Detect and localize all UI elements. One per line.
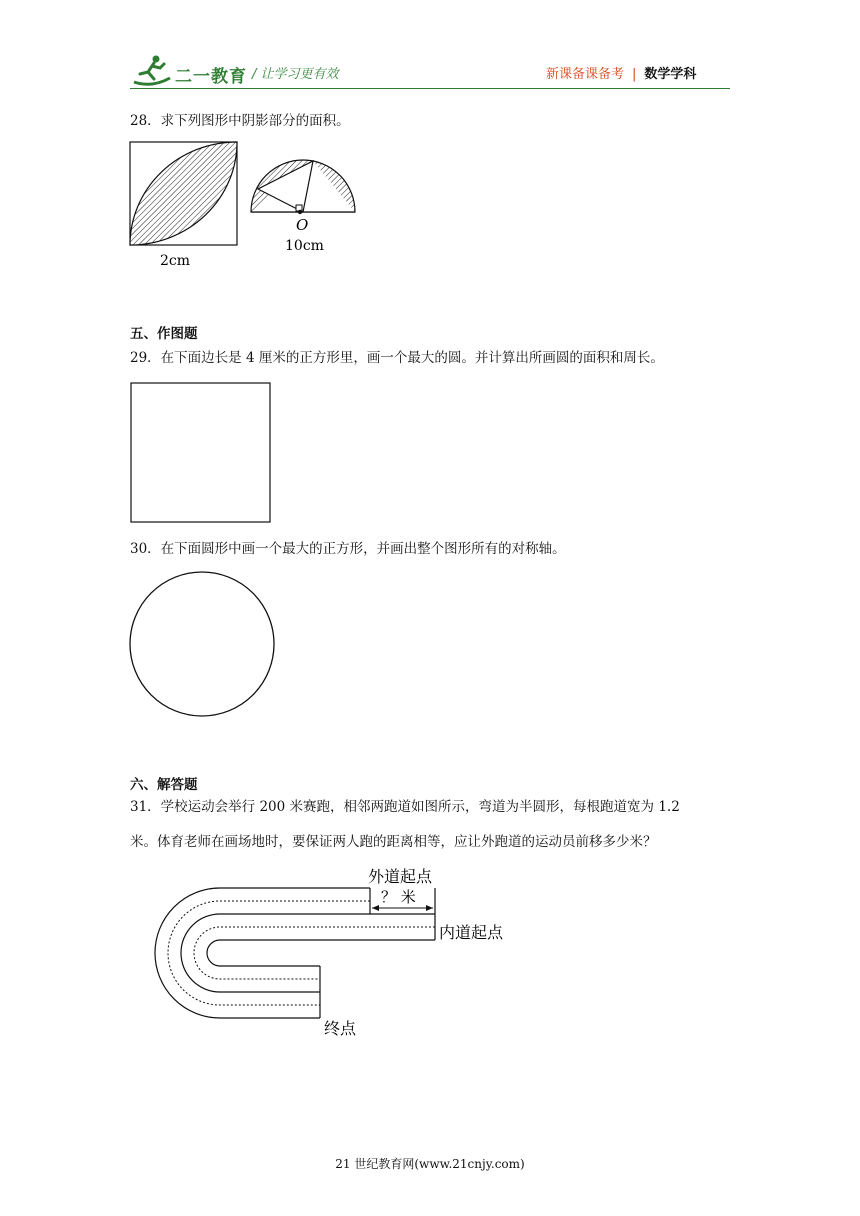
q31-track-diagram <box>125 858 525 1058</box>
header-right <box>546 63 696 82</box>
question-31-line2: 米。体育老师在画场地时，要保证两人跑的距离相等，应让外跑道的运动员前移多少米？ <box>130 834 657 850</box>
q29-square <box>130 382 273 525</box>
brand-name: 二一教育 <box>175 67 247 87</box>
section-5-title: 五、作图题 <box>130 326 198 342</box>
square-leaf-figure <box>130 142 237 245</box>
section-6-title: 六、解答题 <box>130 777 198 793</box>
logo-runner-icon <box>130 52 174 88</box>
distance-question-label: ？ 米 <box>381 888 416 906</box>
question-29-text: 29．在下面边长是 4 厘米的正方形里，画一个最大的圆。并计算出所画圆的面积和周长。 <box>130 350 664 366</box>
header-divider <box>130 88 730 89</box>
q28-figures <box>120 133 370 273</box>
question-28-text: 28．求下列图形中阴影部分的面积。 <box>130 113 350 129</box>
outer-start-label: 外道起点 <box>368 867 433 886</box>
header-separator: | <box>632 67 637 82</box>
fig2-diameter-label: 10cm <box>285 238 324 254</box>
subject-label: 数学学科 <box>644 67 697 82</box>
question-30-text: 30．在下面圆形中画一个最大的正方形，并画出整个图形所有的对称轴。 <box>130 541 566 557</box>
question-31-line1: 31．学校运动会举行 200 米赛跑，相邻两跑道如图所示，弯道为半圆形，每根跑道宽为 1.2 <box>130 799 680 815</box>
fig2-center-label: O <box>296 216 309 234</box>
brand-slogan: / 让学习更有效 <box>252 67 339 82</box>
fig1-side-label: 2cm <box>160 253 191 269</box>
finish-label: 终点 <box>324 1019 357 1038</box>
semicircle-triangle-figure <box>251 160 355 214</box>
inner-start-label: 内道起点 <box>439 923 504 942</box>
course-label: 新课备课备考 <box>546 67 625 82</box>
q30-circle <box>129 571 277 719</box>
page-footer: 21 世纪教育网(www.21cnjy.com) <box>335 1157 525 1171</box>
